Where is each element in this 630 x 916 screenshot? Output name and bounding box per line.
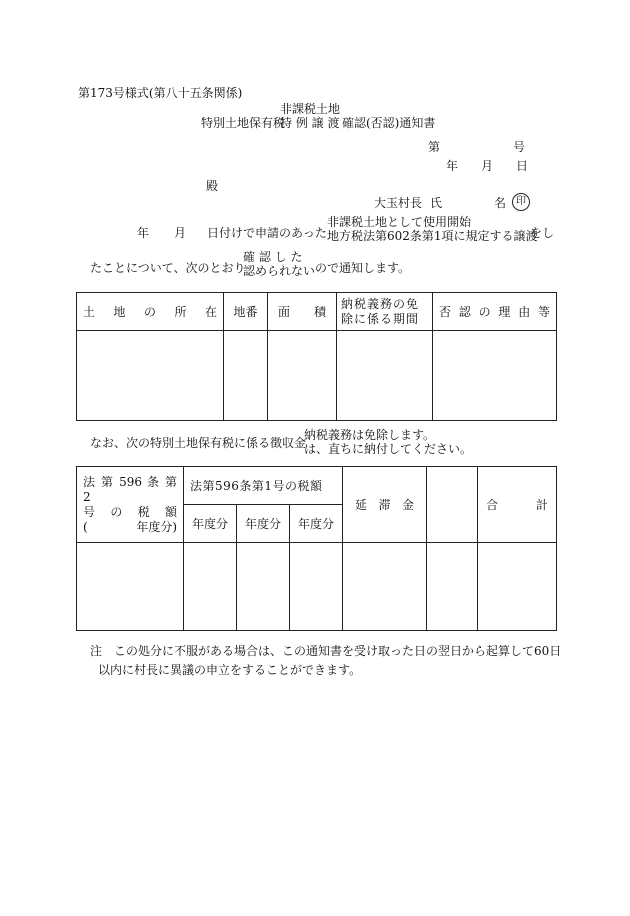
cell-total[interactable] xyxy=(478,543,557,631)
date-year: 年 xyxy=(446,159,459,173)
sender-shi: 氏 xyxy=(430,196,443,210)
cell-denial-reason[interactable] xyxy=(433,331,557,421)
note-option-exempted: 納税義務は免除します。 xyxy=(304,428,436,442)
date-day: 日 xyxy=(516,159,529,173)
cell-area[interactable] xyxy=(268,331,337,421)
title-options xyxy=(280,102,340,130)
footnote-line1: この処分に不服がある場合は、この通知書を受け取った日の翌日から起算して60日 xyxy=(114,644,562,658)
header-exemption-period: 納税義務の免除に係る期間 xyxy=(337,293,433,331)
land-table xyxy=(76,292,557,421)
header-art2-line3 xyxy=(83,520,177,535)
body1-tail: をし xyxy=(530,226,555,240)
cell-fy-3[interactable] xyxy=(290,543,343,631)
number-go: 号 xyxy=(513,140,526,154)
header-denial-reason: 否 認 の 理 由 等 xyxy=(433,293,557,331)
body2-tail: ので通知します。 xyxy=(315,261,411,275)
header-art2-fiscal-year: 年度分) xyxy=(136,519,177,534)
header-fy-1: 年度分 xyxy=(184,505,237,543)
date-month: 月 xyxy=(481,159,494,173)
cell-art2-tax[interactable] xyxy=(77,543,184,631)
footnote-mark: 注 xyxy=(90,644,103,658)
body1-month: 月 xyxy=(174,226,187,240)
cell-exemption-period[interactable] xyxy=(337,331,433,421)
addressee-dono: 殿 xyxy=(206,179,219,193)
footnote-line2: 以内に村長に異議の申立をすることができます。 xyxy=(98,663,362,677)
sender-village-head: 大玉村長 xyxy=(374,196,423,210)
body1-option-transfer: 地方税法第602条第1項に規定する譲渡 xyxy=(327,229,538,243)
body1-options xyxy=(327,215,538,243)
header-area: 面 積 xyxy=(268,293,337,331)
header-fy-2: 年度分 xyxy=(237,505,290,543)
cell-fy-2[interactable] xyxy=(237,543,290,631)
header-art2-line2: 号 の 税 額 xyxy=(83,504,177,519)
header-art2-line1: 法 第 596 条 第 2 xyxy=(83,474,177,504)
body2-option-confirmed: 確 認 し た xyxy=(243,250,303,264)
form-number: 第173号様式(第八十五条関係) xyxy=(78,86,243,100)
note-option-pay-now: は、直ちに納付してください。 xyxy=(304,442,473,456)
body1-option-use-start: 非課税土地として使用開始 xyxy=(327,215,472,229)
seal-mark: 印 xyxy=(512,193,530,211)
note-text: なお、次の特別土地保有税に係る徴収金 xyxy=(90,436,307,450)
title-suffix: 確認(否認)通知書 xyxy=(342,116,436,130)
tax-table xyxy=(76,466,557,631)
title-option-special-transfer: 特 例 譲 渡 xyxy=(280,116,340,130)
header-fy-3: 年度分 xyxy=(290,505,343,543)
cell-lot-number[interactable] xyxy=(224,331,268,421)
body1-text: 日付けで申請のあった xyxy=(207,226,327,240)
body2-options xyxy=(243,250,315,278)
header-blank xyxy=(427,467,478,543)
cell-delay-charge[interactable] xyxy=(343,543,427,631)
number-dai: 第 xyxy=(428,140,441,154)
header-lot-number: 地番 xyxy=(224,293,268,331)
header-art2-tax xyxy=(77,467,184,543)
title-prefix: 特別土地保有税 xyxy=(201,116,286,130)
header-art1-tax: 法第596条第1号の税額 xyxy=(184,467,343,505)
cell-blank[interactable] xyxy=(427,543,478,631)
header-art2-open-paren: ( xyxy=(83,519,88,534)
cell-fy-1[interactable] xyxy=(184,543,237,631)
note-options xyxy=(304,428,472,456)
title-option-exempt: 非課税土地 xyxy=(280,102,341,116)
cell-location[interactable] xyxy=(77,331,224,421)
sender-mei: 名 xyxy=(494,196,507,210)
header-delay-charge: 延 滞 金 xyxy=(343,467,427,543)
body2-option-denied: 認められない xyxy=(243,264,316,278)
body1-year: 年 xyxy=(137,226,150,240)
header-location: 土 地 の 所 在 xyxy=(77,293,224,331)
body2-text: たことについて、次のとおり xyxy=(90,261,246,275)
header-total: 合 計 xyxy=(478,467,557,543)
